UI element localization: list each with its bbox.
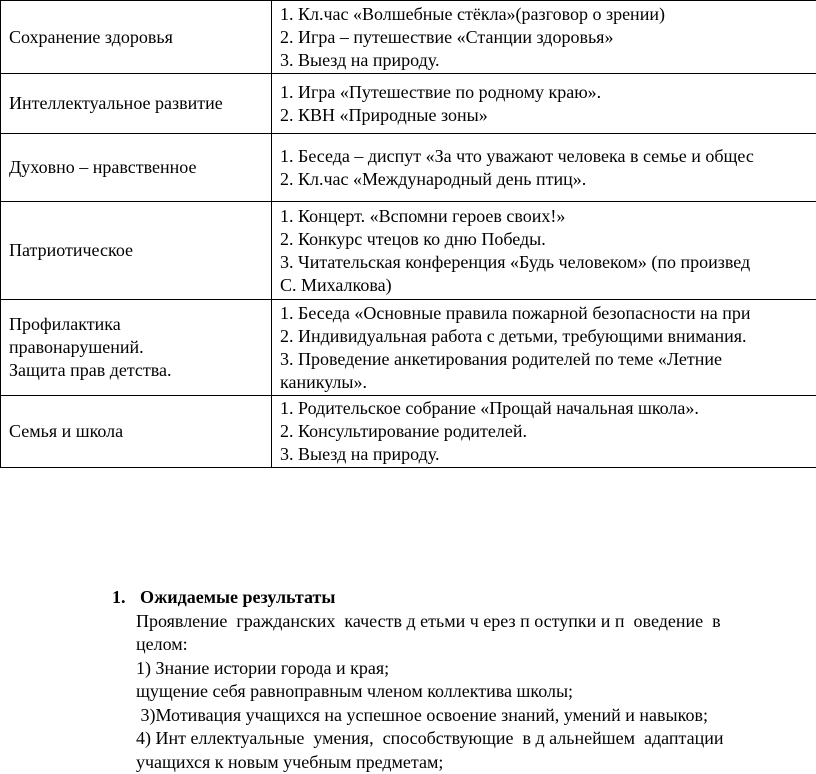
results-line: Проявление гражданских качеств д етьми ч ерез п оступки и п оведение в [136, 610, 721, 631]
activities-cell [272, 134, 816, 202]
activity-item: 2. Индивидуальная работа с детьми, требующими внимания. [280, 325, 747, 346]
direction-text: Духовно – нравственное [9, 157, 197, 177]
direction-cell [1, 396, 272, 468]
direction-text: правонарушений. [9, 337, 144, 357]
table-row [1, 300, 816, 396]
table-row [1, 1, 816, 74]
direction-cell [1, 74, 272, 134]
activity-item: 2. Игра – путешествие «Станции здоровья» [280, 26, 614, 47]
activities-cell [272, 396, 816, 468]
expected-results-text [112, 610, 816, 774]
section-number: 1. [112, 587, 126, 607]
activity-item: 3. Проведение анкетирования родителей по теме «Летние [280, 348, 723, 369]
expected-results-section [112, 586, 816, 774]
direction-text: Профилактика [9, 314, 121, 334]
activity-item: 2. Кл.час «Международный день птиц». [280, 168, 587, 189]
results-line: учащихся к новым учебным предметам; [136, 751, 444, 772]
section-title: Ожидаемые результаты [140, 587, 336, 607]
results-line: щущение себя равноправным членом коллектива школы; [136, 681, 574, 701]
expected-results-heading [112, 586, 816, 610]
direction-text: Защита прав детства. [9, 360, 172, 380]
direction-cell [1, 300, 272, 396]
results-line: целом: [136, 634, 188, 654]
activities-cell [272, 300, 816, 396]
direction-text: Интеллектуальное развитие [9, 93, 223, 113]
activities-cell [272, 202, 816, 300]
activity-item: 1. Концерт. «Вспомни героев своих!» [280, 205, 566, 226]
activity-item: 2. Конкурс чтецов ко дню Победы. [280, 228, 546, 249]
direction-text: Патриотическое [9, 240, 134, 260]
results-line: 1) Знание истории города и края; [136, 657, 390, 678]
direction-cell [1, 1, 272, 74]
activity-item: 1. Игра «Путешествие по родному краю». [280, 81, 602, 102]
activity-item: С. Михалкова) [280, 274, 392, 295]
activity-item: 1. Беседа «Основные правила пожарной безопасности на при [280, 302, 751, 323]
direction-text: Сохранение здоровья [9, 26, 173, 47]
table-row [1, 396, 816, 468]
table-row [1, 74, 816, 134]
direction-text: Семья и школа [9, 421, 124, 441]
direction-cell [1, 134, 272, 202]
activity-item: 1. Кл.час «Волшебные стёкла»(разговор о зрении) [280, 3, 665, 24]
activity-item: 2. КВН «Природные зоны» [280, 104, 488, 125]
activity-item: 2. Консультирование родителей. [280, 421, 527, 441]
activity-item: 1. Родительское собрание «Прощай начальная школа». [280, 398, 699, 418]
activities-cell [272, 1, 816, 74]
results-line: 4) Инт еллектуальные умения, способствующие в д альнейшем адаптации [136, 728, 724, 748]
activity-item: каникулы». [280, 371, 368, 392]
activity-item: 1. Беседа – диспут «За что уважают человека в семье и общес [280, 145, 754, 166]
direction-cell [1, 202, 272, 300]
activities-cell [272, 74, 816, 134]
activity-item: 3. Выезд на природу. [280, 444, 440, 464]
activities-table-body [1, 1, 816, 468]
activity-item: 3. Выезд на природу. [280, 49, 440, 70]
table-row [1, 134, 816, 202]
activity-item: 3. Читательская конференция «Будь человеком» (по произвед [280, 251, 751, 272]
table-row [1, 202, 816, 300]
results-line: 3)Мотивация учащихся на успешное освоение знаний, умений и навыков; [136, 704, 708, 725]
